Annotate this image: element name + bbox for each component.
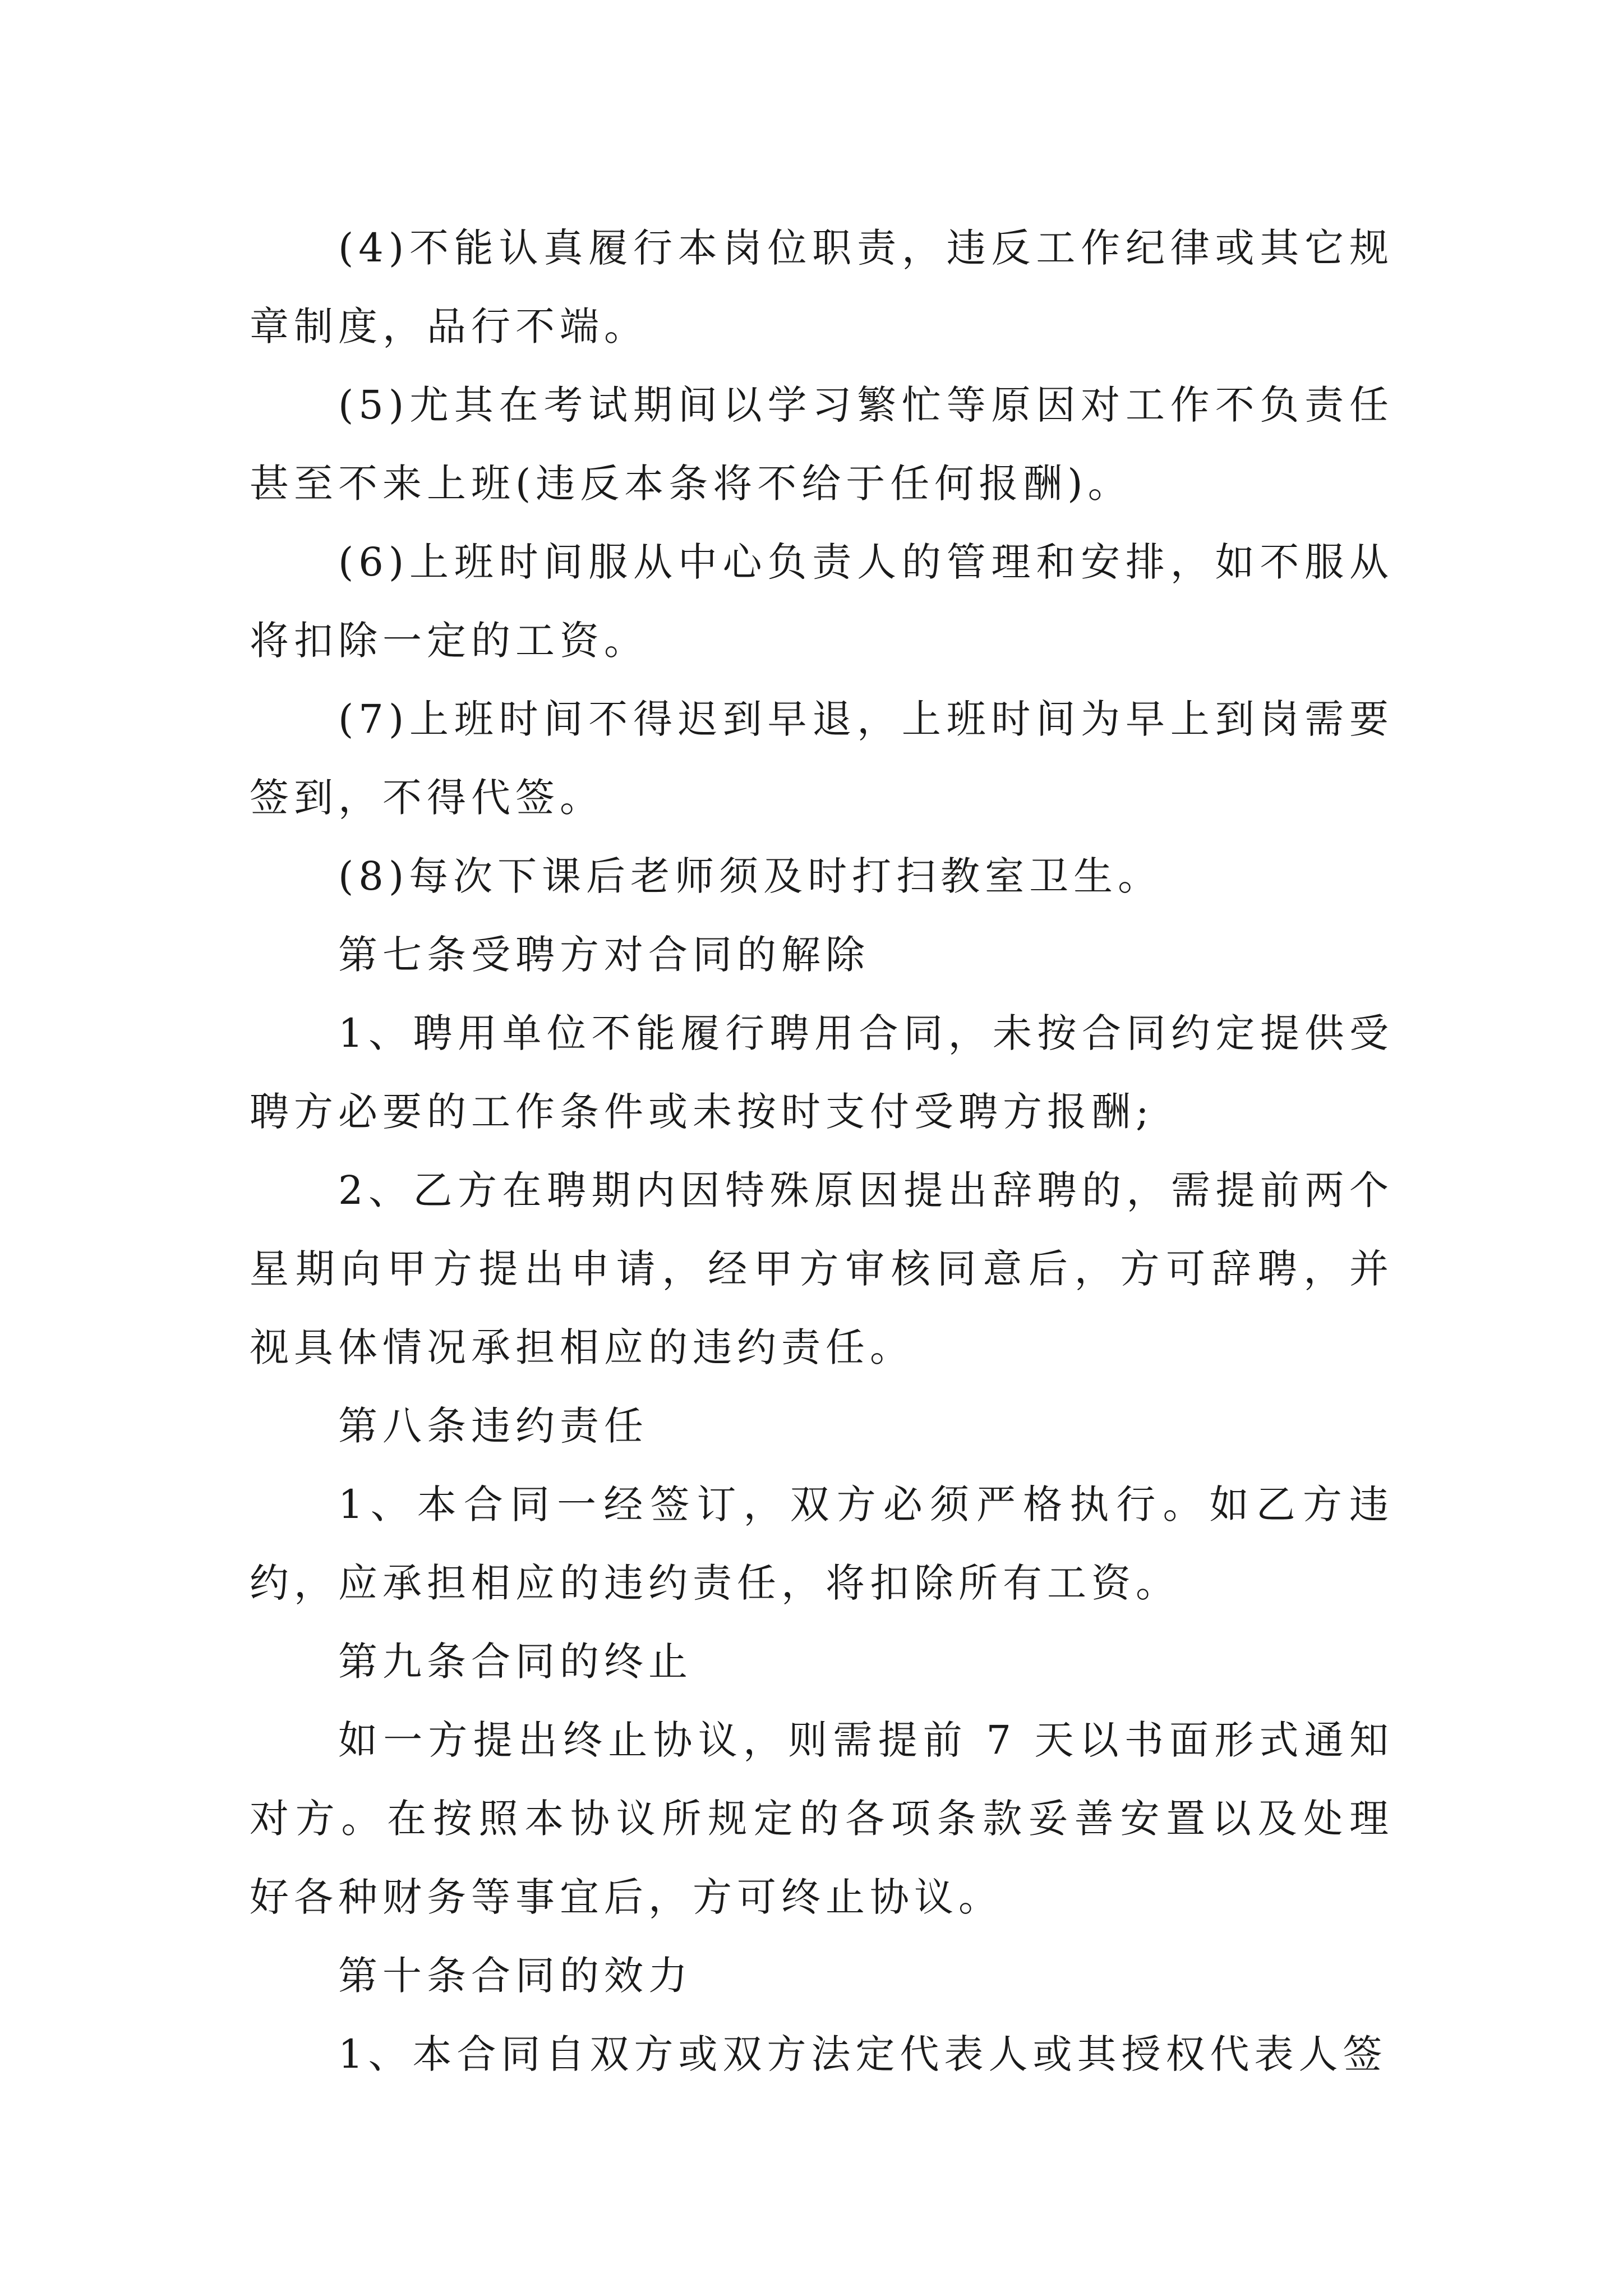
paragraph-clause-8: (8)每次下课后老师须及时打扫教室卫生。 <box>338 853 1163 899</box>
section-heading-article-7: 第七条受聘方对合同的解除 <box>338 932 870 978</box>
paragraph-article-9-body: 如一方提出终止协议，则需提前 7 天以书面形式通知对方。在按照本协议所规定的各项条款妥善安置以及处理好各种财务等事宜后，方可终止协议。 <box>250 1717 1394 1920</box>
paragraph-clause-5: (5)尤其在考试期间以学习繁忙等原因对工作不负责任甚至不来上班(违反本条将不给于任何报酬)。 <box>250 382 1394 507</box>
paragraph-clause-4: (4)不能认真履行本岗位职责，违反工作纪律或其它规章制度，品行不端。 <box>250 225 1394 349</box>
section-heading-article-10: 第十条合同的效力 <box>338 1953 693 1999</box>
section-heading-article-9: 第九条合同的终止 <box>338 1639 693 1685</box>
document-body <box>250 209 1394 2093</box>
paragraph-clause-6: (6)上班时间服从中心负责人的管理和安排，如不服从将扣除一定的工资。 <box>250 539 1394 664</box>
paragraph-article-7-item-1: 1、聘用单位不能履行聘用合同，未按合同约定提供受聘方必要的工作条件或未按时支付受聘方报酬; <box>250 1010 1394 1135</box>
section-heading-article-8: 第八条违约责任 <box>338 1403 648 1449</box>
paragraph-article-8-item-1: 1、本合同一经签订，双方必须严格执行。如乙方违约，应承担相应的违约责任，将扣除所有工资。 <box>250 1481 1394 1606</box>
paragraph-article-10-item-1: 1、本合同自双方或双方法定代表人或其授权代表人签 <box>338 2031 1387 2077</box>
paragraph-article-7-item-2: 2、乙方在聘期内因特殊原因提出辞聘的，需提前两个星期向甲方提出申请，经甲方审核同意后，方可辞聘，并视具体情况承担相应的违约责任。 <box>250 1167 1394 1370</box>
paragraph-clause-7: (7)上班时间不得迟到早退，上班时间为早上到岗需要签到，不得代签。 <box>250 696 1394 821</box>
